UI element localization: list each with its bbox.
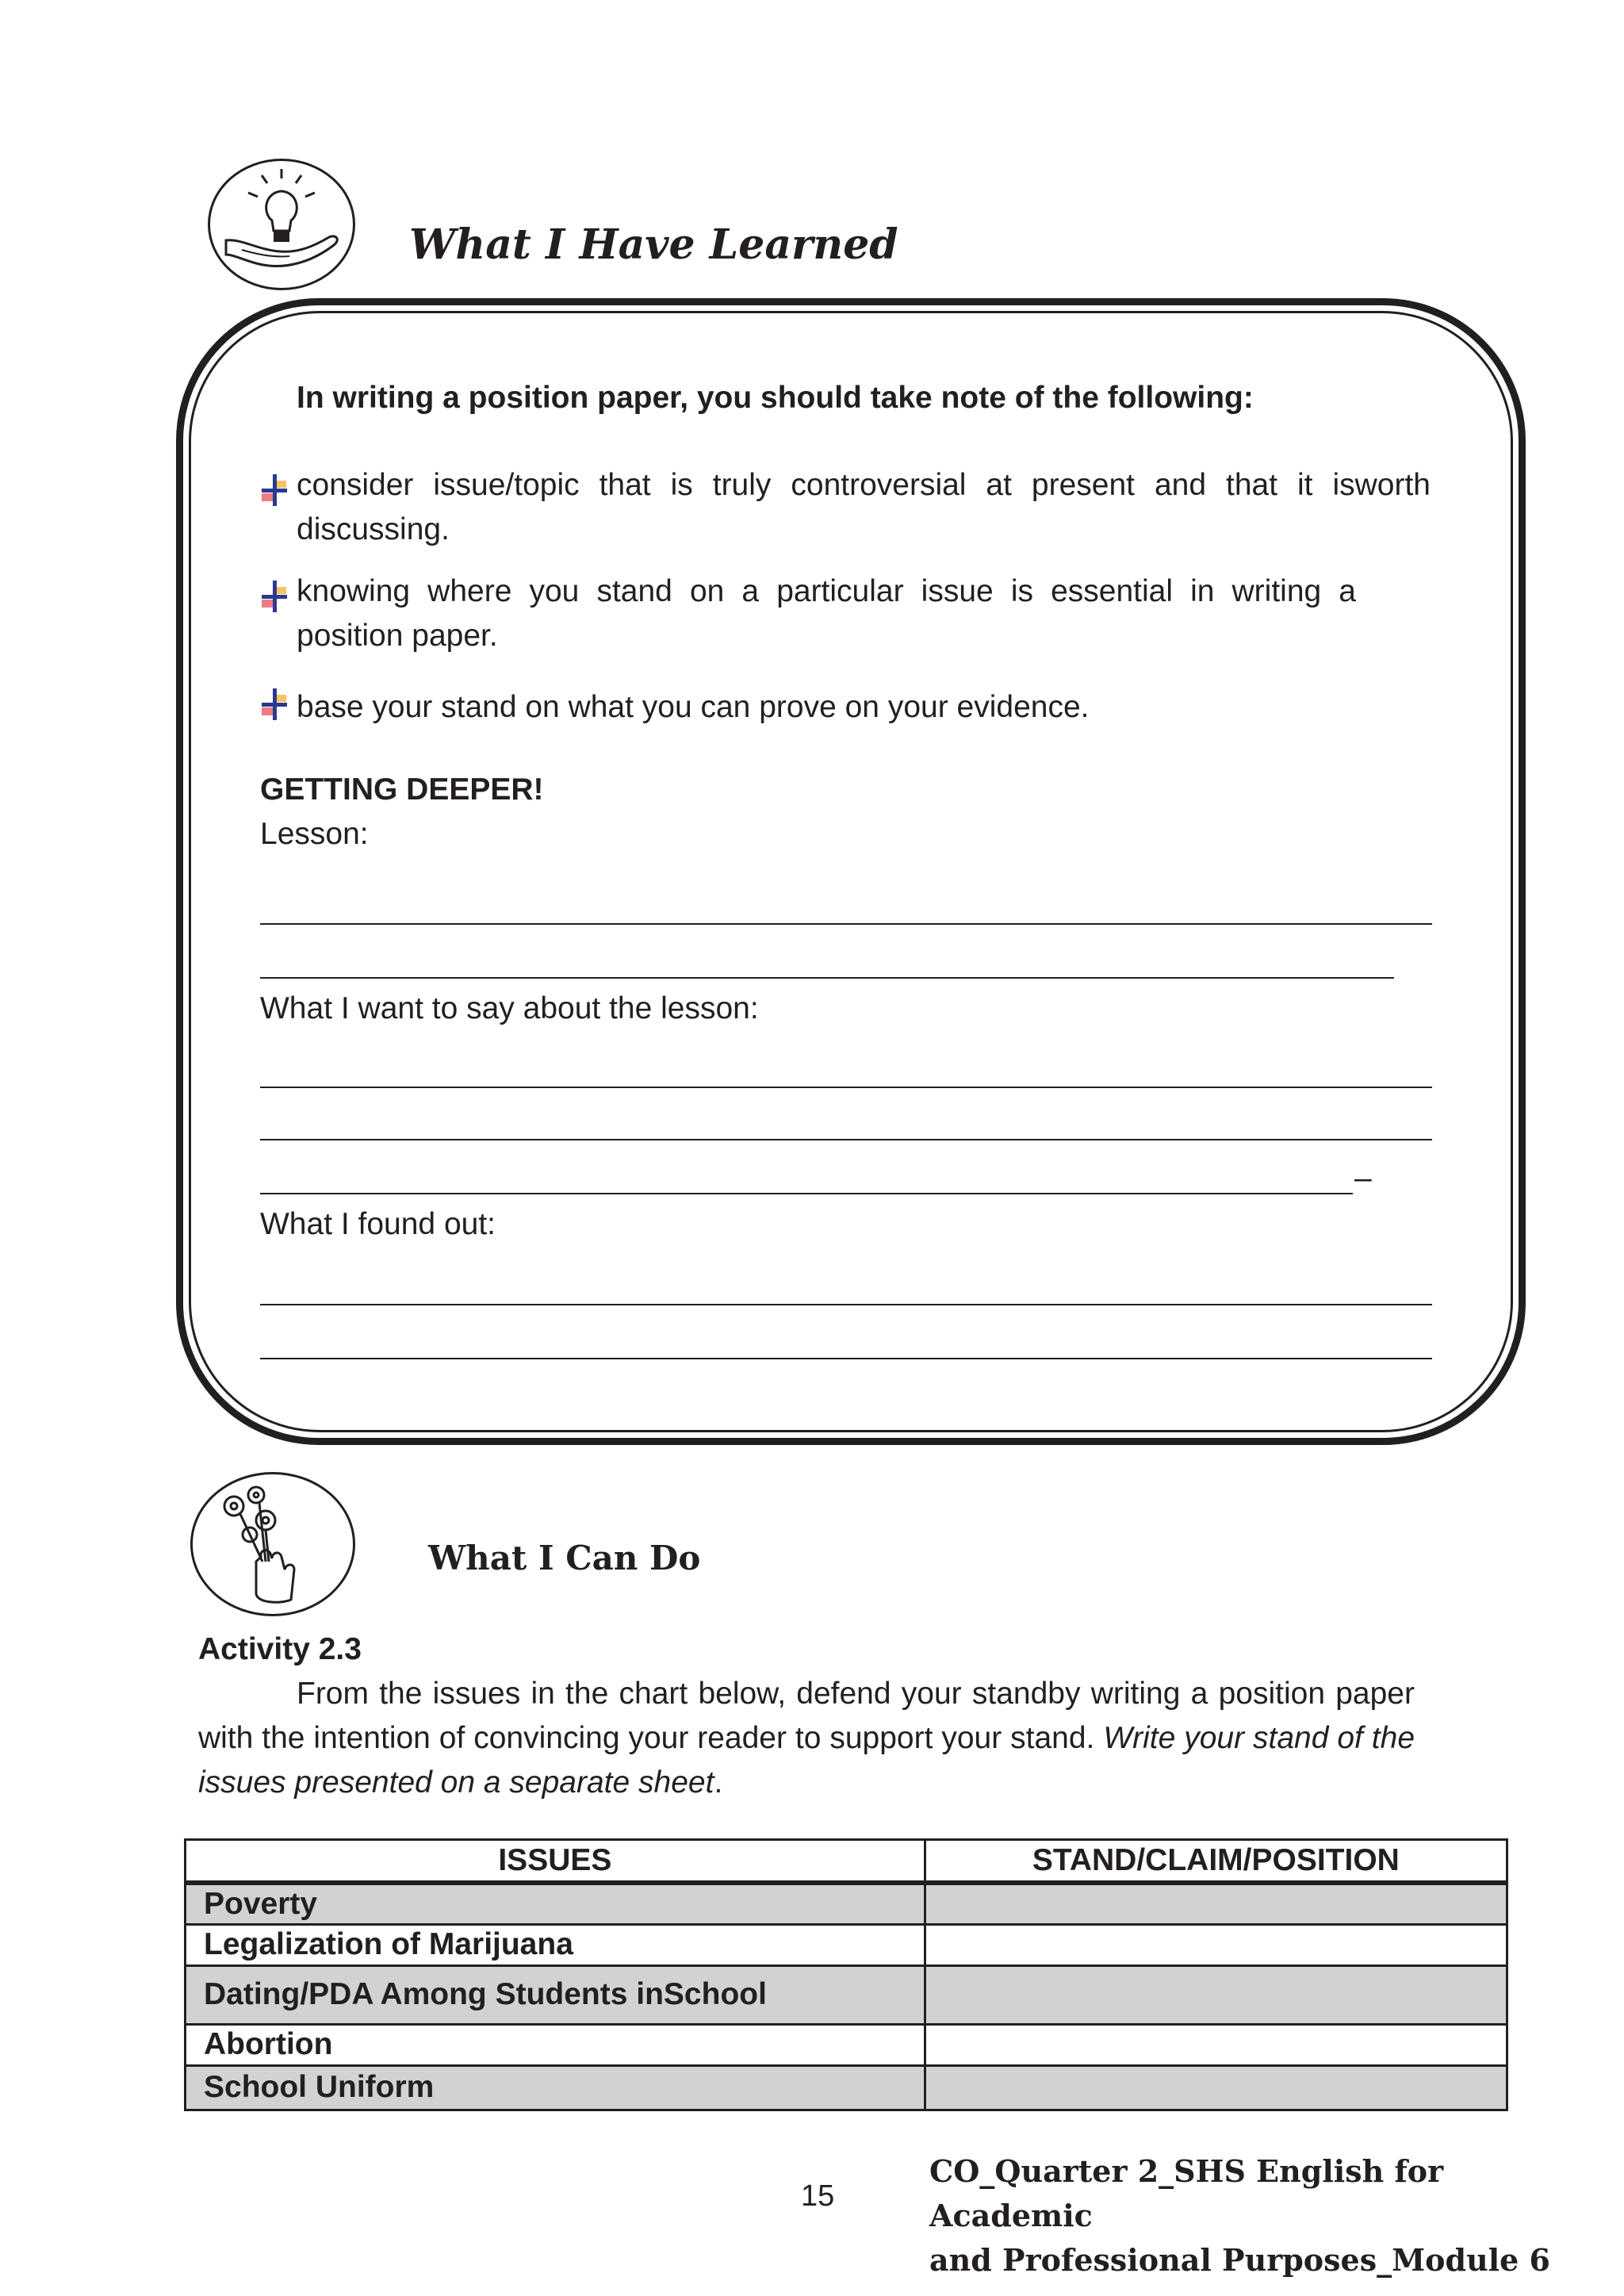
instructions-end: . xyxy=(714,1765,723,1800)
section-title-can-do: What I Can Do xyxy=(428,1539,701,1577)
table-row xyxy=(186,2024,1507,2065)
instructions-plain: From the issues in the chart below, defend your standby writing a position paper with the intention of convincing your reader to support your stand. xyxy=(198,1677,1415,1755)
table-header-row xyxy=(186,1840,1507,1884)
lesson-prompt: Lesson: xyxy=(260,817,369,851)
answer-line[interactable] xyxy=(260,923,1432,925)
answer-line[interactable] xyxy=(260,1087,1432,1088)
table-row xyxy=(186,2065,1507,2110)
bullet-cross-icon xyxy=(260,579,289,614)
activity-instructions xyxy=(198,1672,1415,1805)
getting-deeper-heading: GETTING DEEPER! xyxy=(260,772,544,807)
issue-cell: School Uniform xyxy=(186,2065,925,2110)
flowers-hand-icon xyxy=(190,1472,355,1616)
bullet-cross-icon xyxy=(260,473,289,508)
module-footer-line2: and Professional Purposes_Module 6 xyxy=(929,2242,1550,2278)
issue-cell: Legalization of Marijuana xyxy=(186,1924,925,1965)
activity-label: Activity 2.3 xyxy=(198,1632,362,1666)
page-number: 15 xyxy=(801,2179,835,2213)
stand-cell[interactable] xyxy=(925,1883,1507,1924)
table-row xyxy=(186,1883,1507,1924)
answer-line[interactable] xyxy=(260,1193,1353,1194)
instructions-italic: Write your stand of the issues presented on a separate sheet xyxy=(198,1721,1415,1800)
found-out-prompt: What I found out: xyxy=(260,1207,496,1241)
section-title-learned: What I Have Learned xyxy=(409,220,898,269)
answer-line[interactable] xyxy=(260,1139,1432,1140)
table-row xyxy=(186,1924,1507,1965)
table-header-stand: STAND/CLAIM/POSITION xyxy=(925,1840,1507,1884)
stand-cell[interactable] xyxy=(925,1965,1507,2024)
answer-line[interactable] xyxy=(260,1358,1432,1359)
want-to-say-prompt: What I want to say about the lesson: xyxy=(260,991,759,1025)
stand-cell[interactable] xyxy=(925,2065,1507,2110)
stand-cell[interactable] xyxy=(925,2024,1507,2065)
answer-line[interactable] xyxy=(260,977,1394,979)
answer-line[interactable] xyxy=(260,1304,1432,1305)
module-footer-line1: CO_Quarter 2_SHS English for Academic xyxy=(929,2153,1444,2233)
table-row xyxy=(186,1965,1507,2024)
bullet-cross-icon xyxy=(260,687,289,722)
bullet-item-2: knowing where you stand on a particular issue is essential in writing a position paper. xyxy=(297,574,1356,653)
issue-cell: Abortion xyxy=(186,2024,925,2065)
learned-intro: In writing a position paper, you should take note of the following: xyxy=(297,381,1254,415)
bullet-item-1: consider issue/topic that is truly controversial at present and that it isworth discussing. xyxy=(297,468,1431,546)
dash-mark: – xyxy=(1354,1161,1372,1195)
stand-cell[interactable] xyxy=(925,1924,1507,1965)
module-footer xyxy=(929,2149,1564,2283)
issue-cell: Poverty xyxy=(186,1883,925,1924)
issues-table xyxy=(184,1838,1508,2111)
issue-cell: Dating/PDA Among Students inSchool xyxy=(186,1965,925,2024)
lightbulb-hand-icon xyxy=(208,159,355,290)
bullet-item-3: base your stand on what you can prove on your evidence. xyxy=(297,690,1090,724)
table-header-issues: ISSUES xyxy=(186,1840,925,1884)
